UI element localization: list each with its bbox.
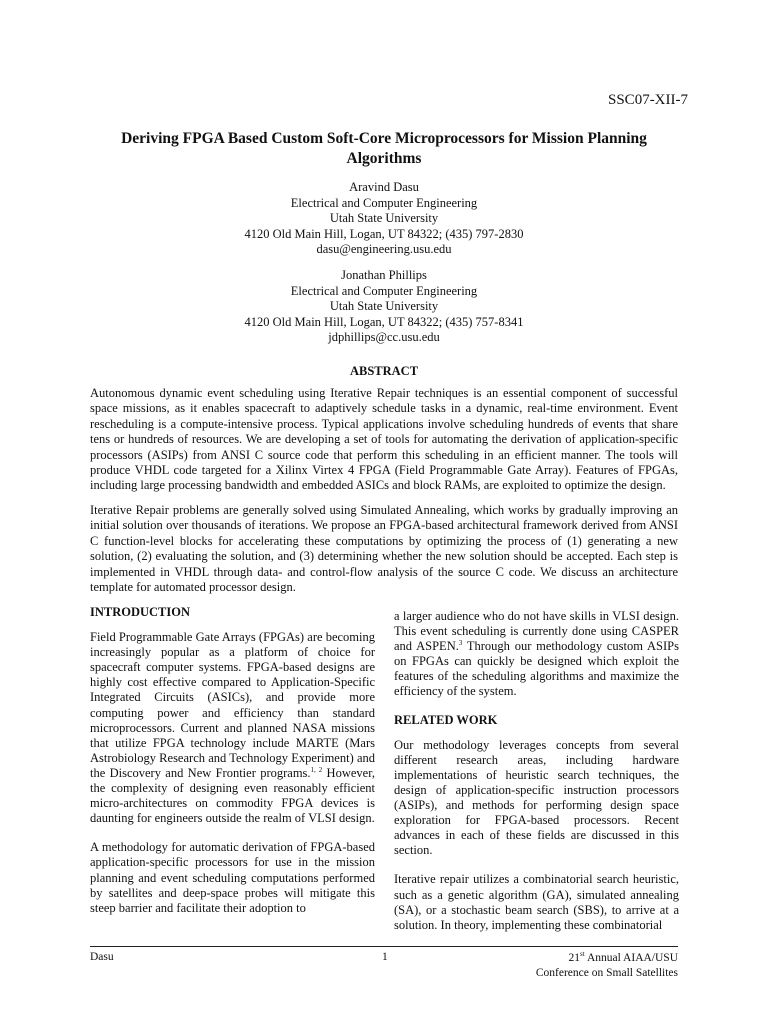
intro-paragraph-1 bbox=[90, 630, 375, 826]
citation-ref: 1, 2 bbox=[310, 765, 323, 774]
author-address: 4120 Old Main Hill, Logan, UT 84322; (435) 797-2830 bbox=[244, 226, 524, 241]
footer-conference bbox=[536, 951, 678, 981]
page-number: 1 bbox=[382, 951, 388, 963]
footer-conf-number: 21 bbox=[568, 952, 581, 964]
abstract-paragraph-1: Autonomous dynamic event scheduling using Iterative Repair techniques is an essential component of successful space missions, as it enables spacecraft to adaptively schedule tasks in a dynamic, real-time environment. Event rescheduling is a compute-intensive process. Typical applications involve scheduling hundreds of events that share tens or hundreds of resources. We are developing a set of tools for automating the derivation of application-specific processors (ASIPs) from ANSI C source code that perform this scheduling in an efficient manner. The tools will produce VHDL code targeted for a Xilinx Virtex 4 FPGA (Field Programmable Gate Array). Features of FPGAs, including large processing bandwidth and embedded ASICs and block RAMs, are exploited to optimize the design. bbox=[90, 386, 678, 493]
related-paragraph-1: Our methodology leverages concepts from several different research areas, including hardware implementations of heuristic search techniques, the design of application-specific instruction processors (ASIPs), and methods for performing design space exploration for FPGA-based processors. Recent advances in each of these fields are discussed in this section. bbox=[394, 737, 679, 858]
intro-text: Through our methodology custom ASIPs on FPGAs can quickly be designed which exploit the features of the scheduling algorithms and maximize the efficiency of the system. bbox=[394, 639, 679, 699]
page-footer bbox=[90, 946, 678, 979]
paper-title: Deriving FPGA Based Custom Soft-Core Microprocessors for Mission Planning Algorithms bbox=[121, 130, 647, 167]
intro-text: a larger audience who do not have skills in VLSI design. This event scheduling is currently done using CASPER and ASPEN. bbox=[394, 609, 679, 654]
section-heading-related-work: RELATED WORK bbox=[394, 712, 498, 727]
author-univ: Utah State University bbox=[329, 299, 439, 314]
intro-text: Field Programmable Gate Arrays (FPGAs) are becoming increasingly popular as a platform of choice for spacecraft computer systems. FPGA-based designs are highly cost effective compared to Application-Specific Integrated Circuits (ASICs), and provide more computing power and efficiency than standard microprocessors. Current and planned NASA missions that utilize FPGA technology include MARTE (Mars Astrobiology Research and Technology Experiment) and the Discovery and New Frontier programs. bbox=[90, 630, 375, 780]
related-paragraph-2: Iterative repair utilizes a combinatorial search heuristic, such as a genetic algorithm (GA), simulated annealing (SA), or a stochastic beam search (SBS), to arrive at a solution. In theory, implementing these combinatorial bbox=[394, 872, 679, 932]
right-column bbox=[394, 609, 679, 933]
author-block-2 bbox=[90, 268, 678, 346]
author-email: dasu@engineering.usu.edu bbox=[316, 242, 452, 257]
abstract-paragraph-2: Iterative Repair problems are generally solved using Simulated Annealing, which works by gradually improving an initial solution over thousands of iterations. We propose an FPGA-based architectural framework derived from ANSI C function-level blocks for accelerating these computations by optimizing the process of (1) generating a new solution, (2) evaluating the solution, and (3) determining whether the new solution should be accepted. Each step is implemented in VHDL through data- and control-flow analysis of the source C code. We discuss an architecture template for automated processor design. bbox=[90, 503, 678, 595]
author-name: Jonathan Phillips bbox=[341, 268, 427, 282]
citation-ref: 3 bbox=[458, 639, 463, 648]
author-address: 4120 Old Main Hill, Logan, UT 84322; (435) 757-8341 bbox=[244, 314, 524, 329]
left-column bbox=[90, 605, 375, 916]
section-heading-introduction: INTRODUCTION bbox=[90, 605, 191, 619]
abstract-heading: ABSTRACT bbox=[349, 364, 419, 378]
author-block-1 bbox=[90, 180, 678, 258]
footer-conf-line1: Annual AIAA/USU bbox=[584, 952, 678, 964]
intro-text: However, the complexity of designing even reasonably efficient micro-architectures on commodity FPGA devices is daunting for engineers outside the realm of VLSI design. bbox=[90, 765, 375, 826]
footer-conf-line2: Conference on Small Satellites bbox=[535, 967, 678, 979]
author-dept: Electrical and Computer Engineering bbox=[290, 195, 478, 210]
intro-paragraph-continued bbox=[394, 609, 679, 700]
author-email: jdphillips@cc.usu.edu bbox=[328, 330, 440, 345]
author-univ: Utah State University bbox=[329, 211, 439, 226]
author-name: Aravind Dasu bbox=[349, 180, 419, 194]
intro-paragraph-2: A methodology for automatic derivation of FPGA-based application-specific processors for use in the mission planning and event scheduling computations performed by satellites and deep-space probes will mitigate this steep barrier and facilitate their adoption to bbox=[90, 840, 375, 915]
footer-author: Dasu bbox=[90, 951, 114, 963]
footer-ordinal: st bbox=[580, 950, 585, 959]
author-dept: Electrical and Computer Engineering bbox=[290, 283, 478, 298]
paper-code: SSC07-XII-7 bbox=[608, 92, 689, 108]
